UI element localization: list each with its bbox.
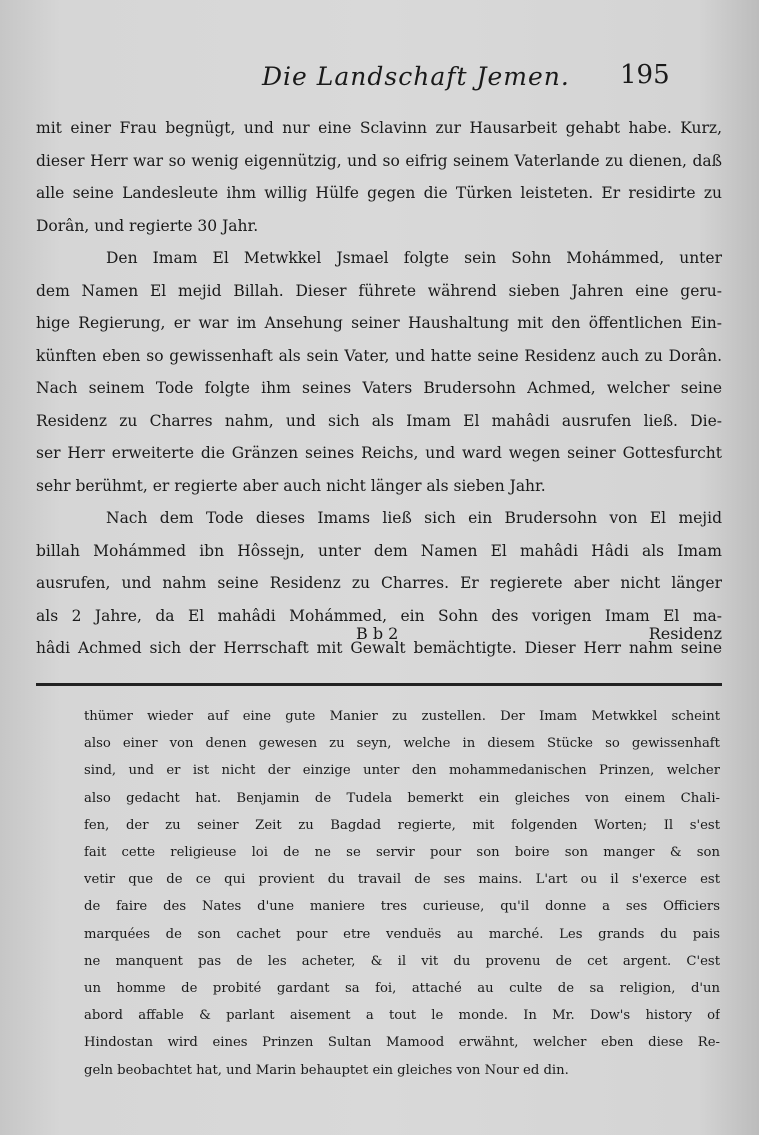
text-line: sehr berühmt, er regierte aber auch nicht länger als sieben Jahr. xyxy=(36,476,546,495)
text-line: künften eben so gewissenhaft als sein Vater, und hatte seine Residenz auch zu Dorân. xyxy=(36,346,722,365)
footnote-line: thümer wieder auf eine gute Manier zu zustellen. Der Imam Metwkkel scheint xyxy=(84,709,720,724)
footnote-text xyxy=(84,703,720,1084)
text-line: mit einer Frau begnügt, und nur eine Sclavinn zur Hausarbeit gehabt habe. Kurz, xyxy=(36,119,722,137)
text-line: Den Imam El Metwkkel Jsmael folgte sein Sohn Mohámmed, unter xyxy=(106,249,722,267)
footnote-line: ne manquent pas de les acheter, & il vit du provenu de cet argent. C'est xyxy=(84,953,720,969)
footnote-line: fen, der zu seiner Zeit zu Bagdad regierte, mit folgenden Worten; Il s'est xyxy=(84,817,720,833)
catchword: Residenz xyxy=(648,624,722,643)
text-line: ausrufen, und nahm seine Residenz zu Charres. Er regierete aber nicht länger xyxy=(36,574,722,592)
footnote-line: de faire des Nates d'une maniere tres curieuse, qu'il donne a ses Officiers xyxy=(84,899,720,915)
footnote-line: sind, und er ist nicht der einzige unter den mohammedanischen Prinzen, welcher xyxy=(84,763,720,779)
footnote-line: abord affable & parlant aisement a tout le monde. In Mr. Dow's history of xyxy=(84,1008,720,1024)
footnote-line: marquées de son cachet pour etre venduës au marché. Les grands du pais xyxy=(84,926,720,942)
footnote-line: vetir que de ce qui provient du travail de ses mains. L'art ou il s'exerce est xyxy=(84,872,720,888)
footnote-line: also gedacht hat. Benjamin de Tudela bemerkt ein gleiches von einem Chali- xyxy=(84,790,720,806)
footnote-line: geln beobachtet hat, und Marin behauptet ein gleiches von Nour ed din. xyxy=(84,1062,569,1078)
text-line: Dorân, und regierte 30 Jahr. xyxy=(36,216,259,235)
text-line: Nach seinem Tode folgte ihm seines Vaters Brudersohn Achmed, welcher seine xyxy=(36,379,722,397)
footnote-divider xyxy=(36,683,722,686)
page-footer xyxy=(36,620,722,650)
running-title: Die Landschaft Jemen. xyxy=(262,62,570,91)
main-text xyxy=(36,112,722,665)
signature-mark: B b 2 xyxy=(356,624,399,643)
text-line: als 2 Jahre, da El mahâdi Mohámmed, ein Sohn des vorigen Imam El ma- xyxy=(36,606,722,625)
text-line: ser Herr erweiterte die Gränzen seines Reichs, und ward wegen seiner Gottesfurcht xyxy=(36,444,722,462)
footnote-line: fait cette religieuse loi de ne se servir pour son boire son manger & son xyxy=(84,845,720,861)
text-line: dem Namen El mejid Billah. Dieser führete während sieben Jahren eine geru- xyxy=(36,281,722,300)
page-number: 195 xyxy=(620,60,670,90)
text-line: hâdi Achmed sich der Herrschaft mit Gewalt bemächtigte. Dieser Herr nahm seine xyxy=(36,639,722,657)
text-line: billah Mohámmed ibn Hôssejn, unter dem Namen El mahâdi Hâdi als Imam xyxy=(36,541,722,560)
footnote-line: also einer von denen gewesen zu seyn, welche in diesem Stücke so gewissenhaft xyxy=(84,736,720,752)
text-line: hige Regierung, er war im Ansehung seiner Haushaltung mit den öffentlichen Ein- xyxy=(36,314,722,332)
text-line: Nach dem Tode dieses Imams ließ sich ein Brudersohn von El mejid xyxy=(106,509,722,527)
text-line: Residenz zu Charres nahm, und sich als Imam El mahâdi ausrufen ließ. Die- xyxy=(36,411,722,430)
text-line: dieser Herr war so wenig eigennützig, und so eifrig seinem Vaterlande zu dienen, daß xyxy=(36,151,722,170)
footnote-line: Hindostan wird eines Prinzen Sultan Mamood erwähnt, welcher eben diese Re- xyxy=(84,1035,720,1051)
page-header xyxy=(0,58,759,98)
text-line: alle seine Landesleute ihm willig Hülfe gegen die Türken leisteten. Er residirte zu xyxy=(36,184,722,202)
footnote-line: un homme de probité gardant sa foi, attaché au culte de sa religion, d'un xyxy=(84,981,720,997)
